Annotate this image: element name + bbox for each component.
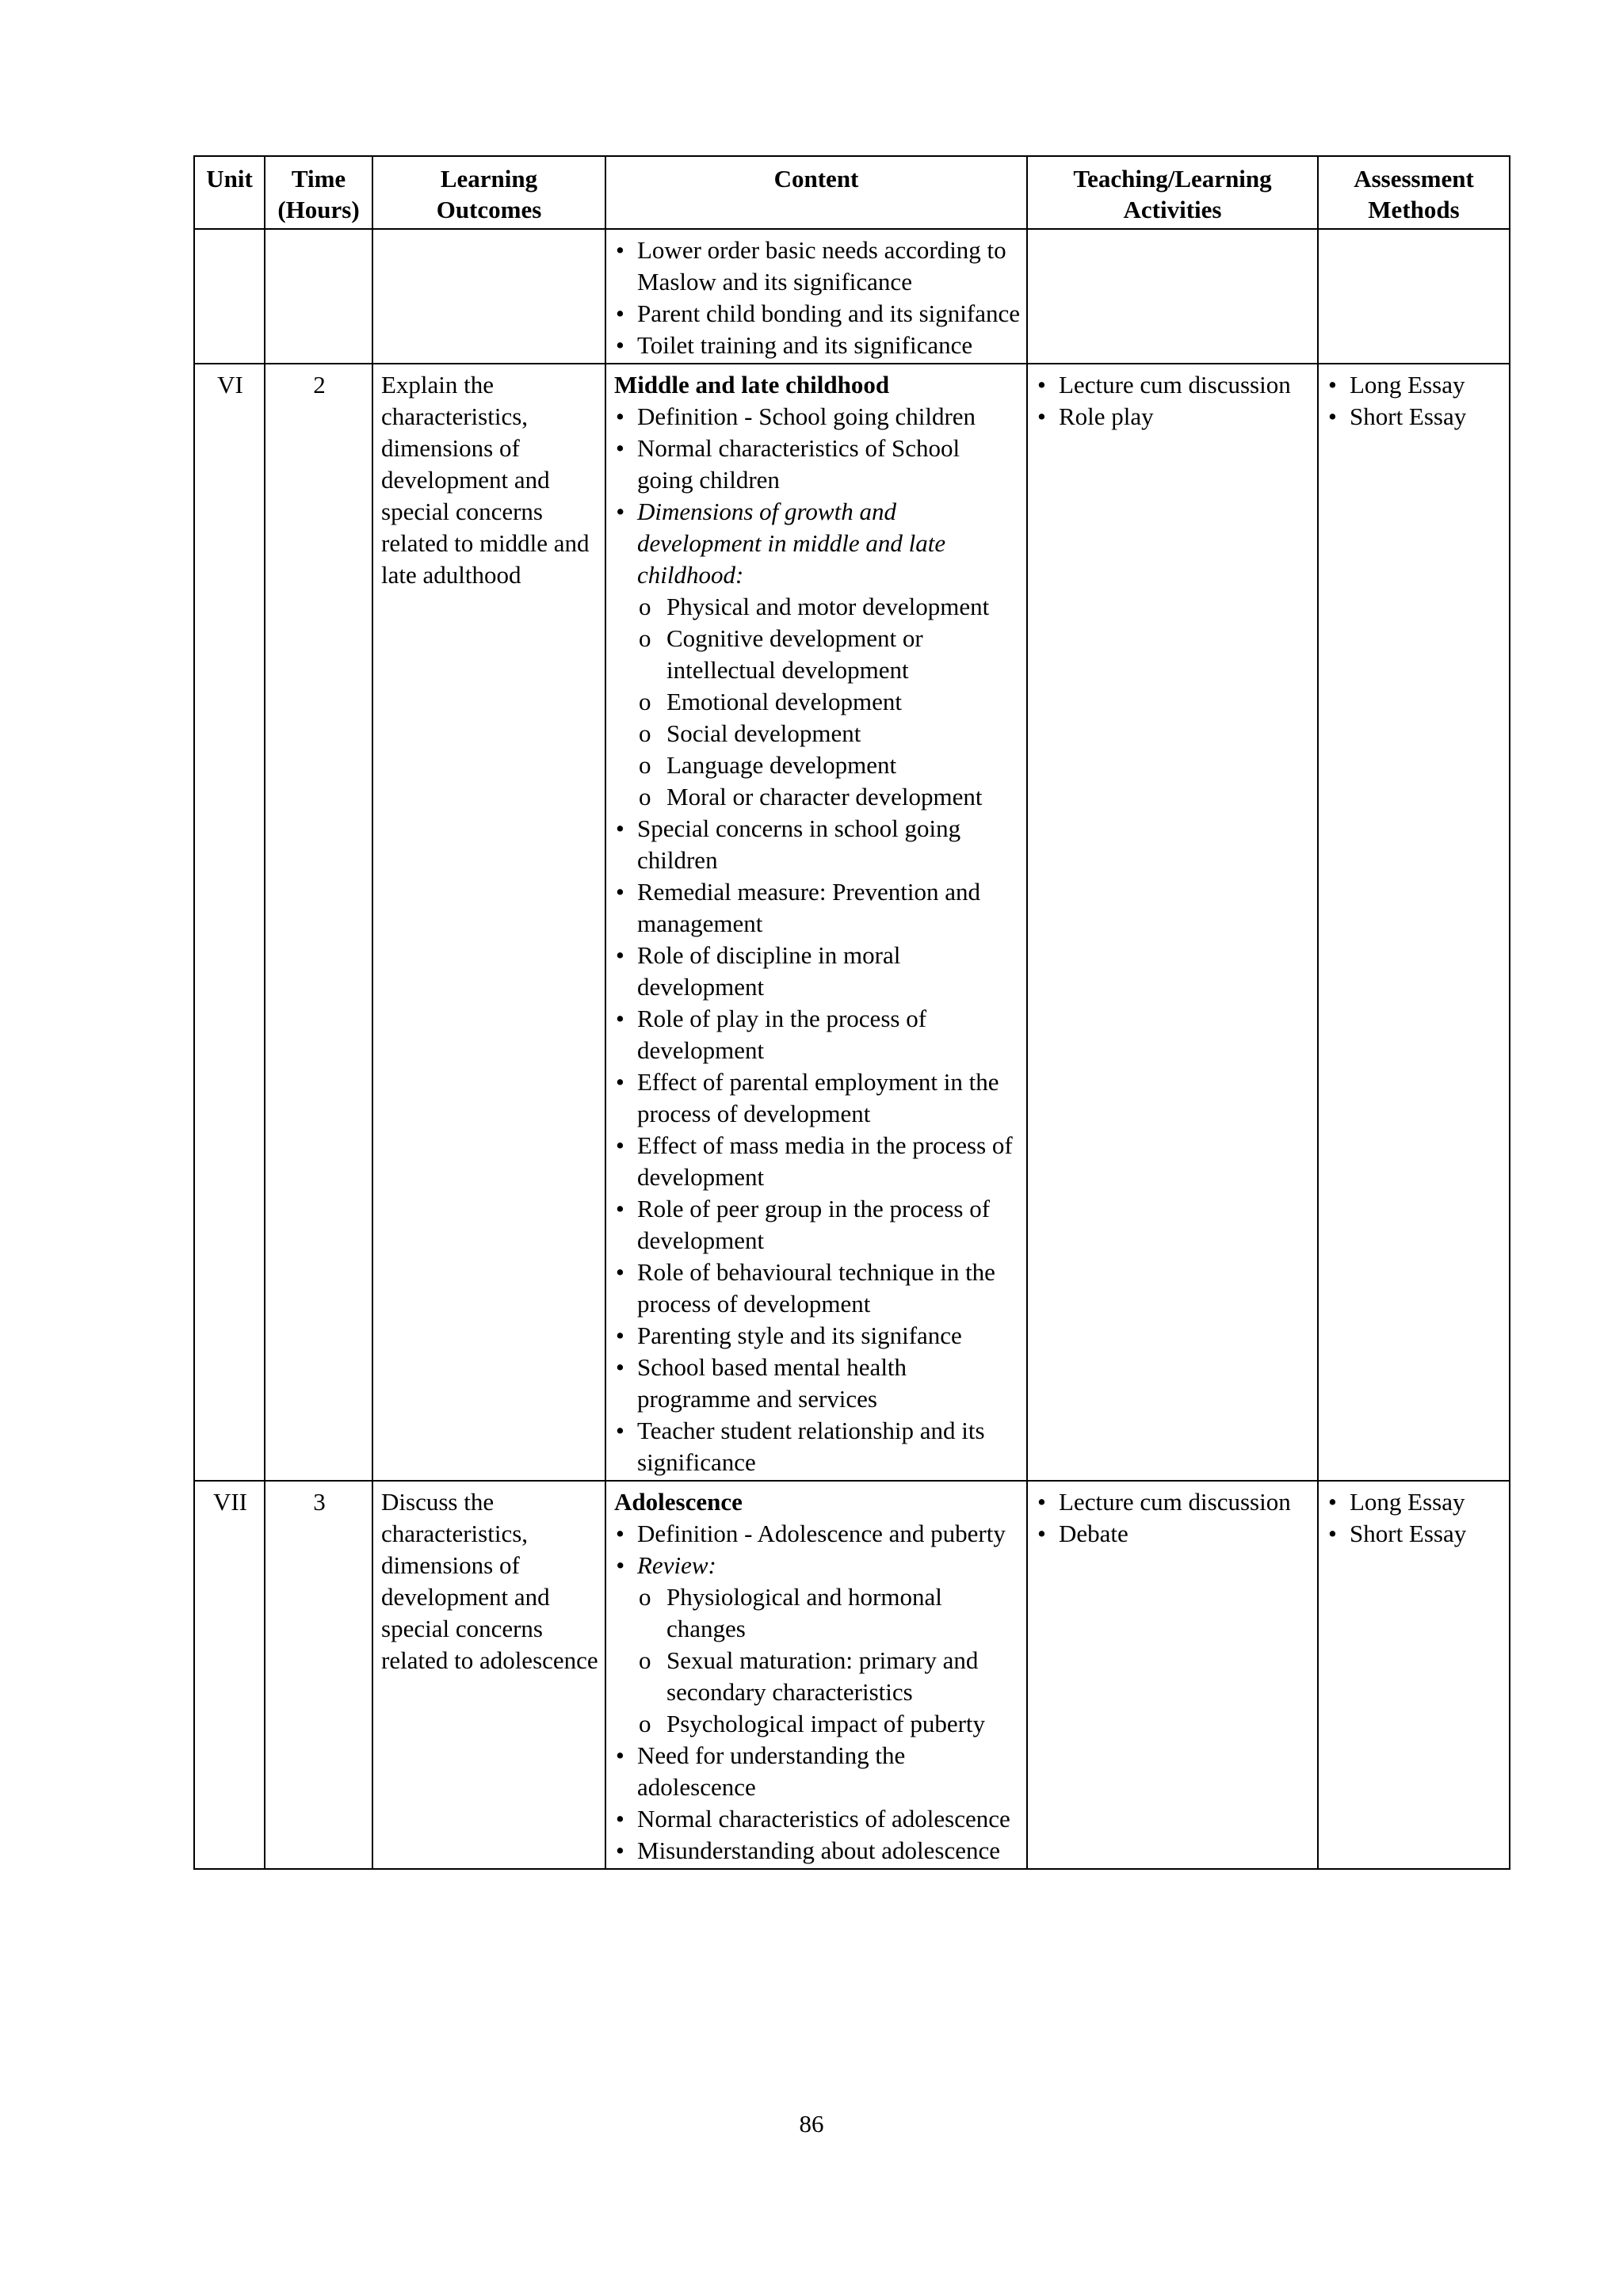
list-item: • Toilet training and its significance: [614, 330, 1020, 361]
cell-outcome: Explain the characteristics, dimensions of development and special concerns related to middle and late adulthood: [372, 364, 605, 1481]
list-item: • Parenting style and its signifance: [614, 1320, 1020, 1352]
cell-assessment: [1318, 1481, 1510, 1869]
cell-activities-empty: [1027, 229, 1318, 364]
assessment-list: [1327, 369, 1503, 433]
list-item: • Definition - Adolescence and puberty: [614, 1518, 1020, 1550]
header-row: [194, 156, 1510, 229]
header-teaching-activities: Teaching/Learning Activities: [1027, 156, 1318, 229]
cell-content: [605, 229, 1027, 364]
list-item: • Lecture cum discussion: [1036, 369, 1311, 401]
cell-unit: VII: [194, 1481, 265, 1869]
list-item: • Normal characteristics of School going children: [614, 433, 1020, 496]
sub-list-item: o Language development: [614, 749, 1020, 781]
cell-content: [605, 1481, 1027, 1869]
list-item: • Role of peer group in the process of development: [614, 1193, 1020, 1257]
syllabus-table: [193, 155, 1510, 1870]
list-item: • Role of behavioural technique in the process of development: [614, 1257, 1020, 1320]
list-item: • Review:: [614, 1550, 1020, 1581]
activities-list: [1036, 369, 1311, 433]
assessment-list: [1327, 1486, 1503, 1550]
content-list: [614, 235, 1020, 361]
list-item: • Dimensions of growth and development in middle and late childhood:: [614, 496, 1020, 591]
content-list: [614, 401, 1020, 591]
header-time: Time (Hours): [265, 156, 372, 229]
list-item: • Teacher student relationship and its significance: [614, 1415, 1020, 1478]
content-title: Adolescence: [614, 1488, 743, 1516]
cell-outcome: Discuss the characteristics, dimensions of development and special concerns related to adolescence: [372, 1481, 605, 1869]
sub-list-item: o Physiological and hormonal changes: [614, 1581, 1020, 1645]
list-item: • Definition - School going children: [614, 401, 1020, 433]
sub-list: [614, 591, 1020, 813]
list-item: • Misunderstanding about adolescence: [614, 1835, 1020, 1867]
list-item: • Debate: [1036, 1518, 1311, 1550]
list-item: • Short Essay: [1327, 401, 1503, 433]
cell-activities: [1027, 364, 1318, 1481]
cell-activities: [1027, 1481, 1318, 1869]
page-number: 86: [799, 2110, 824, 2138]
sub-list-item: o Social development: [614, 718, 1020, 749]
cell-unit: VI: [194, 364, 265, 1481]
list-item: • Normal characteristics of adolescence: [614, 1803, 1020, 1835]
list-item: • School based mental health programme and services: [614, 1352, 1020, 1415]
cell-assessment-empty: [1318, 229, 1510, 364]
cell-assessment: [1318, 364, 1510, 1481]
list-item: • Special concerns in school going children: [614, 813, 1020, 876]
table-row-unit-vi: [194, 364, 1510, 1481]
cell-time-empty: [265, 229, 372, 364]
sub-list-item: o Physical and motor development: [614, 591, 1020, 623]
header-content: Content: [605, 156, 1027, 229]
header-learning-outcomes: Learning Outcomes: [372, 156, 605, 229]
cell-unit-empty: [194, 229, 265, 364]
list-item: • Parent child bonding and its signifance: [614, 298, 1020, 330]
header-assessment-methods: Assessment Methods: [1318, 156, 1510, 229]
header-unit: Unit: [194, 156, 265, 229]
cell-time: 2: [265, 364, 372, 1481]
activities-list: [1036, 1486, 1311, 1550]
content-list: [614, 1518, 1020, 1581]
list-item: • Role of play in the process of development: [614, 1003, 1020, 1066]
cell-time: 3: [265, 1481, 372, 1869]
sub-list-item: o Moral or character development: [614, 781, 1020, 813]
list-item: • Role of discipline in moral development: [614, 940, 1020, 1003]
list-item: • Lower order basic needs according to Maslow and its significance: [614, 235, 1020, 298]
list-item: • Remedial measure: Prevention and management: [614, 876, 1020, 940]
cell-outcome-empty: [372, 229, 605, 364]
table-row-unit-vii: [194, 1481, 1510, 1869]
list-item: • Long Essay: [1327, 1486, 1503, 1518]
list-item: • Need for understanding the adolescence: [614, 1740, 1020, 1803]
list-item: • Effect of parental employment in the process of development: [614, 1066, 1020, 1130]
list-item: • Long Essay: [1327, 369, 1503, 401]
list-item: • Lecture cum discussion: [1036, 1486, 1311, 1518]
content-list: [614, 1740, 1020, 1867]
sub-list-item: o Sexual maturation: primary and secondary characteristics: [614, 1645, 1020, 1708]
list-item: • Short Essay: [1327, 1518, 1503, 1550]
list-item: • Role play: [1036, 401, 1311, 433]
table-row-continuation: [194, 229, 1510, 364]
sub-list-item: o Psychological impact of puberty: [614, 1708, 1020, 1740]
sub-list-item: o Cognitive development or intellectual development: [614, 623, 1020, 686]
sub-list-item: o Emotional development: [614, 686, 1020, 718]
content-list: [614, 813, 1020, 1478]
cell-content: [605, 364, 1027, 1481]
sub-list: [614, 1581, 1020, 1740]
content-title: Middle and late childhood: [614, 371, 890, 399]
list-item: • Effect of mass media in the process of development: [614, 1130, 1020, 1193]
